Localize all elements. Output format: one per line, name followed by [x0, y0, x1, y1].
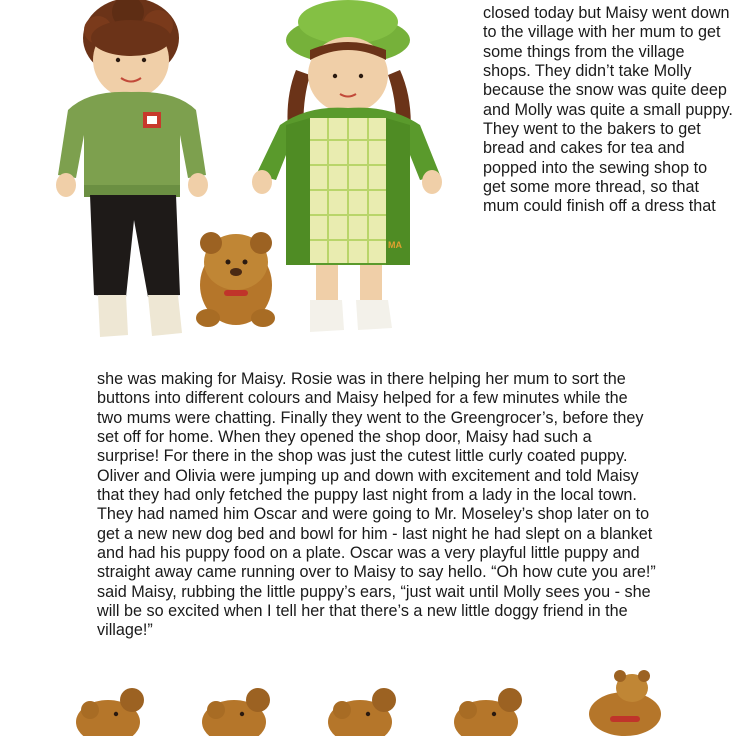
small-teddy-bear-2	[186, 682, 286, 736]
story-paragraph-1: closed today but Maisy went down to the village with her mum to get some things from the village shops. They didn’t take Molly because the snow was quite deep and Molly was quite a small puppy.	[483, 4, 733, 119]
doll-illustration	[48, 0, 468, 350]
story-paragraph-2-continued: she was making for Maisy. Rosie was in there helping her mum to sort the buttons into different colours and Maisy helped for a few minutes while the two mums were chatting. Finally they went to the Greengrocer’s, before they set off for home. When they opened the shop door, Maisy had such a surprise! For there in the shop was just the cutest little curly coated puppy. Oliver and Olivia were jumping up and down with excitement and told Maisy that they had only fetched the puppy last night from a lady in the local town. They had named him Oscar and were going to Mr. Moseley’s shop later on to get a new new dog bed and bowl for him - last night he had slept on a blanket and had his puppy food on a plate. Oscar was a very playful little puppy and straight away came running over to Maisy to say hello. “Oh how cute you are!” said Maisy, rubbing the little puppy’s ears, “just wait until Molly sees you - she will be so excited when I tell her that there’s a new little doggy friend in the village!”	[97, 370, 656, 640]
boy-doll	[56, 0, 208, 337]
teddy-bear-row	[0, 668, 740, 736]
story-column-text	[483, 4, 733, 217]
small-teddy-bear-3	[312, 682, 412, 736]
girl-doll	[252, 0, 442, 332]
story-wide-text	[97, 370, 657, 641]
small-teddy-bear-1	[60, 682, 160, 736]
teddy-bear	[196, 232, 275, 327]
story-paragraph-2-start: They went to the bakers to get bread and cakes for tea and popped into the sewing shop to get some more thread, so that mum could finish off a dress that	[483, 120, 716, 216]
small-teddy-bear-4	[438, 682, 538, 736]
doll-badge-text: MA	[388, 240, 402, 250]
small-teddy-bear-5	[570, 668, 680, 736]
